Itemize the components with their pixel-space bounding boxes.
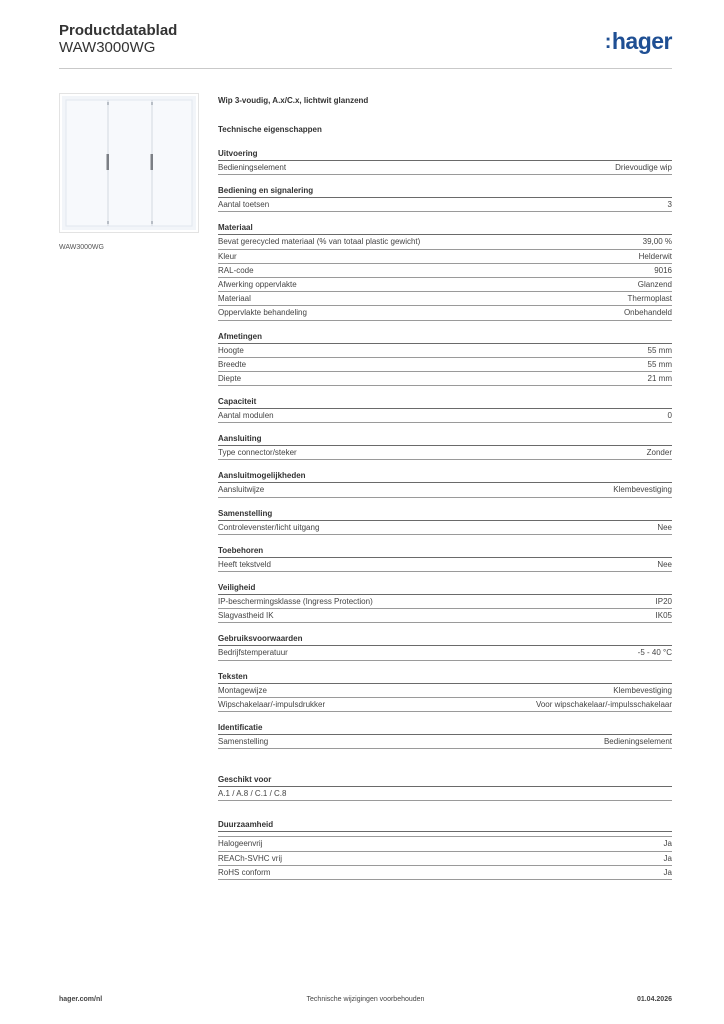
footer-notice: Technische wijzigingen voorbehouden xyxy=(306,996,425,1003)
spec-label: Heeft tekstveld xyxy=(218,559,271,569)
spec-row xyxy=(218,698,672,712)
spec-value: -5 - 40 °C xyxy=(637,648,672,658)
spec-row xyxy=(218,306,672,320)
spec-value: 21 mm xyxy=(647,373,672,383)
spec-value: Thermoplast xyxy=(627,294,672,304)
spec-group xyxy=(218,544,672,572)
spec-label: RoHS conform xyxy=(218,867,271,877)
spec-value: 3 xyxy=(667,200,672,210)
spec-row xyxy=(218,264,672,278)
spec-label: Materiaal xyxy=(218,294,251,304)
spec-label: Controlevenster/licht uitgang xyxy=(218,522,320,532)
spec-label: Halogeenvrij xyxy=(218,839,263,849)
spec-group xyxy=(218,670,672,712)
spec-row xyxy=(218,409,672,423)
spec-label: Aantal toetsen xyxy=(218,200,270,210)
spec-value: 39,00 % xyxy=(642,237,672,247)
spec-value: Glanzend xyxy=(637,279,672,289)
spec-row xyxy=(218,787,672,801)
group-title: Afmetingen xyxy=(218,330,672,344)
group-title: Identificatie xyxy=(218,721,672,735)
spec-value: Klembevestiging xyxy=(613,685,672,695)
sustainability-group xyxy=(218,818,672,880)
spec-value: A.1 / A.8 / C.1 / C.8 xyxy=(218,789,287,799)
spec-group xyxy=(218,469,672,497)
spec-value: IP20 xyxy=(655,597,672,606)
spec-label: Bevat gerecycled materiaal (% van totaal plastic gewicht) xyxy=(218,237,421,247)
spec-row xyxy=(218,852,672,866)
spec-value: Helderwit xyxy=(638,251,672,261)
suitable-for-group xyxy=(218,773,672,801)
spec-group xyxy=(218,147,672,175)
group-title: Toebehoren xyxy=(218,544,672,558)
spec-group xyxy=(218,221,672,320)
spec-value: 55 mm xyxy=(647,345,672,355)
group-title: Gebruiksvoorwaarden xyxy=(218,632,672,646)
product-image xyxy=(59,93,199,233)
image-caption: WAW3000WG xyxy=(59,244,104,251)
spec-value: Ja xyxy=(663,867,672,877)
spec-label: REACh-SVHC vrij xyxy=(218,853,283,863)
spec-label: Aantal modulen xyxy=(218,411,274,421)
spec-group xyxy=(218,507,672,535)
spec-groups xyxy=(218,147,672,749)
spec-row xyxy=(218,235,672,249)
spec-label: Type connector/steker xyxy=(218,448,297,458)
spec-group xyxy=(218,395,672,423)
spec-row xyxy=(218,358,672,372)
group-title: Veiligheid xyxy=(218,581,672,595)
spec-label: Oppervlakte behandeling xyxy=(218,308,307,318)
spec-row xyxy=(218,278,672,292)
spec-label: Samenstelling xyxy=(218,736,269,746)
spec-value: Nee xyxy=(657,522,672,532)
document-title: Productdatablad xyxy=(59,22,178,39)
spec-label: Diepte xyxy=(218,373,242,383)
spec-value: Ja xyxy=(663,853,672,863)
product-code: WAW3000WG xyxy=(59,39,156,56)
spec-label: Montagewijze xyxy=(218,685,267,695)
spec-value: Nee xyxy=(657,559,672,569)
group-title: Bediening en signalering xyxy=(218,184,672,198)
spec-content xyxy=(218,96,672,889)
spec-value: 55 mm xyxy=(647,359,672,369)
spec-row xyxy=(218,161,672,175)
document-header xyxy=(59,22,177,56)
spec-value: Voor wipschakelaar/-impulsschakelaar xyxy=(535,699,672,709)
spec-row xyxy=(218,646,672,660)
spec-value: Bedieningselement xyxy=(603,736,672,746)
spec-row xyxy=(218,866,672,880)
spec-label: Bedieningselement xyxy=(218,163,287,172)
spec-label: Aansluitwijze xyxy=(218,485,265,495)
spec-row xyxy=(218,372,672,386)
spec-row xyxy=(218,446,672,460)
group-title: Geschikt voor xyxy=(218,773,672,787)
group-title: Teksten xyxy=(218,670,672,684)
group-title: Aansluitmogelijkheden xyxy=(218,469,672,483)
spec-label: Breedte xyxy=(218,359,247,369)
spec-group xyxy=(218,721,672,749)
spec-row xyxy=(218,609,672,623)
spec-row xyxy=(218,836,672,851)
spec-group xyxy=(218,581,672,623)
spec-value: 9016 xyxy=(654,265,672,275)
spec-label: Bedrijfstemperatuur xyxy=(218,648,288,658)
spec-label: Slagvastheid IK xyxy=(218,611,274,621)
spec-label: IP-beschermingsklasse (Ingress Protection) xyxy=(218,597,373,606)
logo-prefix: : xyxy=(604,31,611,53)
spec-row xyxy=(218,521,672,535)
footer-website[interactable]: hager.com/nl xyxy=(59,996,103,1003)
logo-text: hager xyxy=(611,28,672,54)
spec-row xyxy=(218,735,672,749)
product-description: Wip 3-voudig, A.x/C.x, lichtwit glanzend xyxy=(218,96,369,105)
spec-group xyxy=(218,330,672,387)
spec-row xyxy=(218,250,672,264)
spec-label: RAL-code xyxy=(218,265,254,275)
section-heading: Technische eigenschappen xyxy=(218,125,322,134)
group-title: Materiaal xyxy=(218,221,672,235)
spec-value: Drievoudige wip xyxy=(615,163,672,172)
spec-row xyxy=(218,558,672,572)
spec-row xyxy=(218,483,672,497)
spec-label: Afwerking oppervlakte xyxy=(218,279,297,289)
spec-group xyxy=(218,632,672,660)
spec-row xyxy=(218,198,672,212)
footer-date: 01.04.2026 xyxy=(636,996,672,1003)
spec-row xyxy=(218,344,672,358)
spec-value: IK05 xyxy=(655,611,672,621)
spec-value: 0 xyxy=(667,411,672,421)
group-title: Duurzaamheid xyxy=(218,818,672,832)
hager-logo xyxy=(605,28,672,55)
spec-label: Wipschakelaar/-impulsdrukker xyxy=(218,699,326,709)
spec-value: Zonder xyxy=(646,448,672,458)
spec-row xyxy=(218,292,672,306)
spec-label: Hoogte xyxy=(218,345,244,355)
spec-group xyxy=(218,432,672,460)
group-title: Aansluiting xyxy=(218,432,672,446)
spec-value: Ja xyxy=(663,839,672,849)
spec-label: Kleur xyxy=(218,251,237,261)
spec-value: Onbehandeld xyxy=(623,308,672,318)
spec-row xyxy=(218,595,672,609)
spec-group xyxy=(218,184,672,212)
group-title: Uitvoering xyxy=(218,147,672,161)
group-title: Samenstelling xyxy=(218,507,672,521)
spec-row xyxy=(218,684,672,698)
header-divider xyxy=(59,68,672,69)
spec-value: Klembevestiging xyxy=(613,485,672,495)
group-title: Capaciteit xyxy=(218,395,672,409)
